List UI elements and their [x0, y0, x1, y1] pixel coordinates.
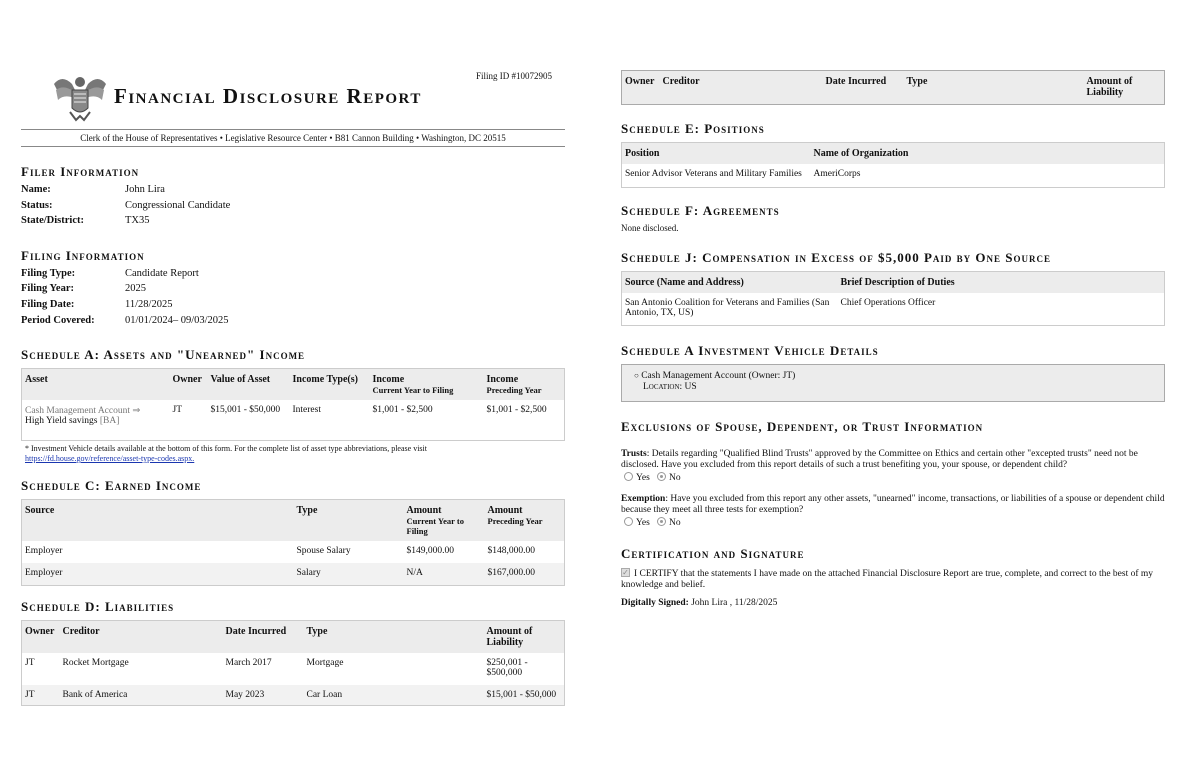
filer-name-label: Name: — [21, 184, 51, 195]
trusts-question: Trusts: Details regarding "Qualified Blind Trusts" approved by the Committee on Ethics and certain other "excepted trusts" need not be disclosed. Have you excluded from this report details of such a trust benefiting you, your spouse, or dependent child? — [621, 449, 1138, 470]
filing-date-value: 11/28/2025 — [125, 299, 173, 310]
exemption-no-radio[interactable] — [657, 517, 666, 526]
schedule-a-footnote: * Investment Vehicle details available at the bottom of this form. For the complete list of asset type abbreviations, please visit https://fd.house.gov/reference/asset-type-codes.aspx. — [25, 444, 427, 463]
certify-checkbox[interactable]: ✓ — [622, 568, 629, 578]
col-amount-preceding: Amount Preceding Year — [485, 500, 565, 542]
table-row — [22, 400, 565, 440]
col-type: Type — [304, 621, 484, 654]
exemption-question: Exemption: Have you excluded from this report any other assets, "unearned" income, transactions, or liabilities of a spouse or dependent child because they meet all three tests for exemption? — [621, 494, 1165, 515]
col-income-current: Income Current Year to Filing — [370, 369, 484, 401]
schedule-d-heading: Schedule D: Liabilities — [21, 599, 175, 614]
schedule-j-table — [621, 271, 1165, 326]
asset-link[interactable]: Cash Management Account ⇒ — [25, 406, 141, 416]
income-current-cell: $1,001 - $2,500 — [372, 405, 433, 415]
filing-date-label: Filing Date: — [21, 299, 75, 310]
schedule-a-heading: Schedule A: Assets and "Unearned" Income — [21, 347, 306, 362]
col-source: Source (Name and Address) — [622, 272, 838, 294]
house-address: Clerk of the House of Representatives • Legislative Resource Center • B81 Cannon Building • Washington, DC 20515 — [80, 133, 506, 143]
schedule-j-heading: Schedule J: Compensation in Excess of $5,000 Paid by One Source — [621, 250, 1052, 265]
col-asset: Asset — [22, 369, 170, 401]
table-row: Employer Spouse Salary $149,000.00 $148,000.00 — [25, 546, 535, 556]
col-amount-liability: Amount of Liability — [484, 621, 565, 654]
trusts-options: Yes No — [624, 473, 681, 483]
schedule-d-continued-header: Owner Creditor Date Incurred Type Amount of Liability — [621, 70, 1165, 105]
col-type: Type — [294, 500, 404, 542]
col-income-type: Income Type(s) — [290, 369, 370, 401]
period-covered-value: 01/01/2024– 09/03/2025 — [125, 315, 229, 326]
filing-type-label: Filing Type: — [21, 268, 76, 279]
col-value: Value of Asset — [208, 369, 290, 401]
col-date-incurred: Date Incurred — [223, 621, 304, 654]
schedule-f-text: None disclosed. — [621, 223, 679, 233]
house-seal-eagle-icon — [52, 70, 108, 124]
filing-info-heading: Filing Information — [21, 248, 145, 263]
col-owner: Owner — [22, 621, 60, 654]
value-cell: $15,001 - $50,000 — [210, 405, 281, 415]
col-creditor: Creditor — [60, 621, 223, 654]
exemption-yes-radio[interactable] — [624, 517, 633, 526]
filer-status-label: Status: — [21, 200, 53, 211]
report-page-right — [616, 0, 1176, 777]
table-row: JT Bank of America May 2023 Car Loan $15,001 - $50,000 — [22, 685, 565, 706]
schedule-c-heading: Schedule C: Earned Income — [21, 478, 202, 493]
report-title: Financial Disclosure Report — [114, 84, 422, 108]
trusts-no-radio[interactable] — [657, 472, 666, 481]
filing-year-value: 2025 — [125, 283, 146, 294]
schedule-d-table — [21, 620, 565, 706]
asset-codes-link[interactable]: https://fd.house.gov/reference/asset-type-codes.aspx. — [25, 454, 195, 463]
certification-heading: Certification and Signature — [621, 546, 805, 561]
vehicle-location: Location: US — [643, 382, 697, 392]
col-organization: Name of Organization — [811, 143, 1165, 165]
schedule-f-heading: Schedule F: Agreements — [621, 203, 780, 218]
asset-cell: Cash Management Account ⇒ High Yield savings [BA] — [25, 406, 141, 426]
filer-district-value: TX35 — [125, 215, 150, 226]
filing-year-label: Filing Year: — [21, 283, 74, 294]
col-position: Position — [622, 143, 811, 165]
col-owner: Owner — [170, 369, 208, 401]
col-amount-current: Amount Current Year to Filing — [404, 500, 485, 542]
vehicle-heading: Schedule A Investment Vehicle Details — [621, 343, 879, 358]
table-row: Senior Advisor Veterans and Military Families AmeriCorps — [625, 169, 861, 179]
schedule-c-table — [21, 499, 565, 586]
filer-info-heading: Filer Information — [21, 164, 140, 179]
report-page-left — [14, 0, 574, 777]
header-divider-bottom — [21, 146, 565, 147]
owner-cell: JT — [172, 405, 182, 415]
exclusions-heading: Exclusions of Spouse, Dependent, or Trust Information — [621, 419, 984, 434]
income-type-cell: Interest — [292, 405, 321, 415]
header-divider-top — [21, 129, 565, 130]
schedule-e-table — [621, 142, 1165, 188]
period-covered-label: Period Covered: — [21, 315, 95, 326]
schedule-a-table — [21, 368, 565, 441]
table-row: JT Rocket Mortgage March 2017 Mortgage $250,001 - $500,000 — [25, 658, 528, 678]
income-preceding-cell: $1,001 - $2,500 — [486, 405, 547, 415]
filer-name-value: John Lira — [125, 184, 165, 195]
filer-status-value: Congressional Candidate — [125, 200, 231, 211]
exemption-options: Yes No — [624, 518, 681, 528]
col-source: Source — [22, 500, 294, 542]
vehicle-box — [621, 364, 1165, 402]
col-income-preceding: Income Preceding Year — [484, 369, 565, 401]
schedule-e-heading: Schedule E: Positions — [621, 121, 765, 136]
table-row: San Antonio Coalition for Veterans and Families (San Antonio, TX, US) Chief Operations Officer — [625, 298, 936, 318]
trusts-yes-radio[interactable] — [624, 472, 633, 481]
filing-type-value: Candidate Report — [125, 268, 199, 279]
digital-signature: Digitally Signed: John Lira , 11/28/2025 — [621, 598, 778, 608]
filing-id: Filing ID #10072905 — [476, 71, 553, 81]
col-duties: Brief Description of Duties — [838, 272, 1165, 294]
vehicle-item: ○ Cash Management Account (Owner: JT) — [634, 371, 796, 381]
filer-district-label: State/District: — [21, 215, 84, 226]
table-row: Employer Salary N/A $167,000.00 — [22, 563, 565, 585]
certification-text: ✓ I CERTIFY that the statements I have made on the attached Financial Disclosure Report are true, complete, and correct to the best of my knowledge and belief. — [621, 568, 1154, 590]
